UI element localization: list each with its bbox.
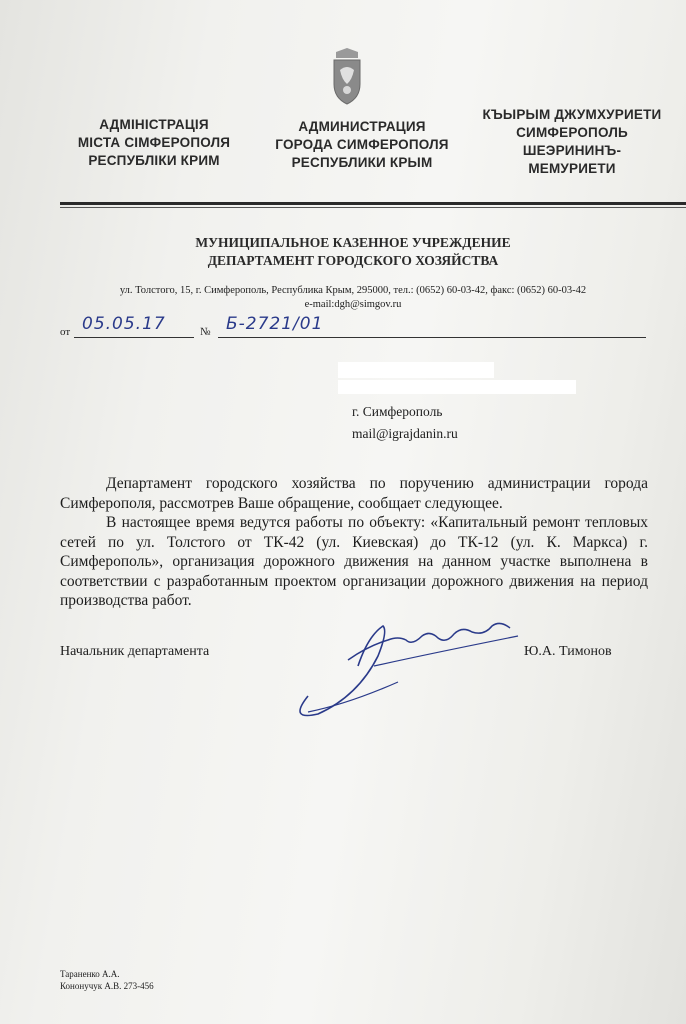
header-right-line: КЪЫРЫМ ДЖУМХУРИЕТИ bbox=[482, 107, 662, 122]
header-left-line: АДМІНІСТРАЦІЯ bbox=[99, 117, 209, 132]
header-left-line: РЕСПУБЛІКИ КРИМ bbox=[88, 153, 220, 168]
redacted-recipient-name bbox=[338, 362, 494, 378]
executor-2: Кононучук А.В. 273-456 bbox=[60, 981, 154, 991]
header-center-russian bbox=[264, 118, 460, 172]
header-center-line: РЕСПУБЛИКИ КРЫМ bbox=[291, 155, 433, 170]
header-divider-thin bbox=[60, 207, 686, 208]
organization-address: ул. Толстого, 15, г. Симферополь, Республика Крым, 295000, тел.: (0652) 60-03-42, факс: (0652) 60-03-42 bbox=[119, 285, 587, 296]
organization-name-line2: ДЕПАРТАМЕНТ ГОРОДСКОГО ХОЗЯЙСТВА bbox=[207, 253, 499, 268]
date-underline bbox=[74, 337, 194, 338]
header-left-line: МІСТА СІМФЕРОПОЛЯ bbox=[77, 135, 231, 150]
number-label: № bbox=[200, 326, 211, 338]
recipient-email: mail@igrajdanin.ru bbox=[352, 426, 458, 441]
header-left-ukrainian bbox=[66, 116, 242, 170]
header-right-line: ШЕЭРИНИНЪ- bbox=[522, 143, 622, 158]
executor-1: Тараненко А.А. bbox=[60, 969, 120, 979]
letter-body bbox=[60, 474, 648, 611]
handwritten-number: Б-2721/01 bbox=[226, 314, 324, 334]
handwritten-signature bbox=[288, 596, 528, 726]
body-paragraph-2: В настоящее время ведутся работы по объекту: «Капитальный ремонт тепловых сетей по ул. Толстого от ТК-42 (ул. Киевская) до ТК-12 (ул. К. Маркса) г. Симферополь», организация дорожного движения на данном участке выполнена в соответствии с разработанным проектом организации дорожного движения на период производства работ. bbox=[60, 514, 648, 609]
header-right-line: СИМФЕРОПОЛЬ bbox=[516, 125, 628, 140]
header-center-line: ГОРОДА СИМФЕРОПОЛЯ bbox=[275, 137, 449, 152]
header-right-line: МЕМУРИЕТИ bbox=[528, 161, 616, 176]
header-divider-thick bbox=[60, 202, 686, 205]
crimea-emblem-icon bbox=[328, 46, 366, 106]
signatory-name: Ю.А. Тимонов bbox=[524, 644, 612, 659]
header-right-crimean-tatar bbox=[470, 106, 674, 178]
header-center-line: АДМИНИСТРАЦИЯ bbox=[298, 119, 426, 134]
signatory-position: Начальник департамента bbox=[60, 644, 210, 659]
organization-name-line1: МУНИЦИПАЛЬНОЕ КАЗЕННОЕ УЧРЕЖДЕНИЕ bbox=[195, 235, 511, 250]
number-underline bbox=[218, 337, 646, 338]
registration-line bbox=[60, 316, 646, 338]
body-paragraph-1: Департамент городского хозяйства по поручению администрации города Симферополя, рассмотрев Ваше обращение, сообщает следующее. bbox=[60, 475, 648, 512]
recipient-city: г. Симферополь bbox=[352, 404, 443, 419]
organization-email: e-mail:dgh@simgov.ru bbox=[304, 299, 402, 310]
from-label: от bbox=[60, 326, 71, 338]
redacted-recipient-address bbox=[338, 380, 576, 394]
handwritten-date: 05.05.17 bbox=[82, 314, 166, 334]
